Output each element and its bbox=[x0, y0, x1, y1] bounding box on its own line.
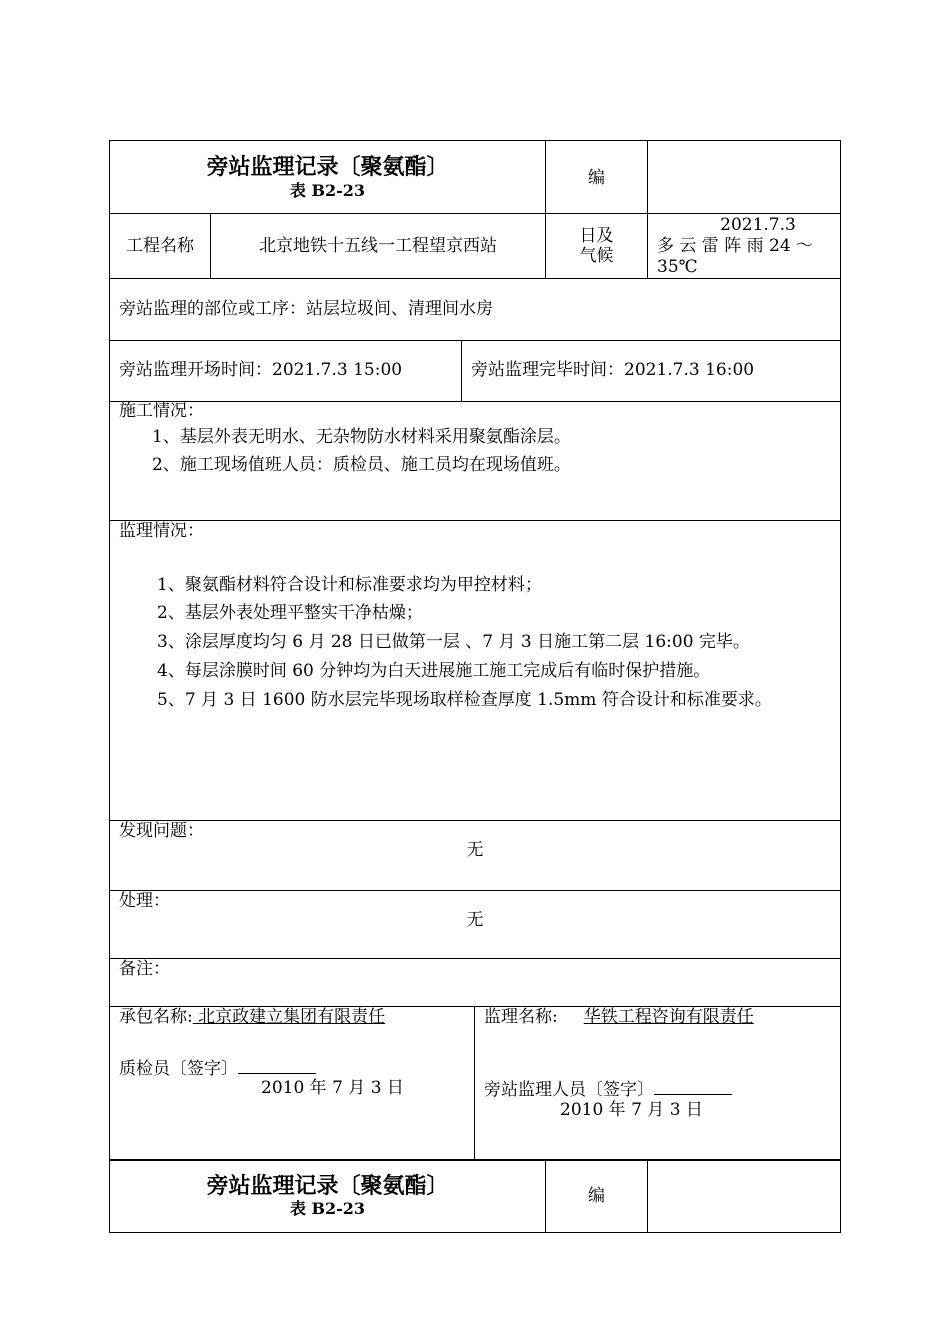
project-name-label: 工程名称 bbox=[126, 236, 194, 256]
date-weather-label-2: 气候 bbox=[579, 246, 614, 266]
project-name-value: 北京地铁十五线一工程望京西站 bbox=[259, 236, 497, 256]
row-divider bbox=[109, 958, 841, 959]
supervisor-value: 华铁工程咨询有限责任 bbox=[583, 1007, 754, 1027]
end-time: 旁站监理完毕时间：2021.7.3 16:00 bbox=[471, 360, 755, 380]
signature-blank[interactable] bbox=[654, 1078, 732, 1095]
supervision-item: 2、基层外表处理平整实干净枯燥； bbox=[157, 603, 423, 623]
supervisor-person-label: 旁站监理人员〔签字〕 bbox=[484, 1080, 654, 1100]
row-divider bbox=[109, 401, 841, 402]
date-value: 2021.7.3 bbox=[720, 215, 796, 235]
supervision-item: 3、涂层厚度均匀 6 月 28 日已做第一层 、7 月 3 日施工第二层 16:00 完毕。 bbox=[157, 632, 750, 652]
construction-item: 2、施工现场值班人员：质检员、施工员均在现场值班。 bbox=[152, 455, 571, 475]
footer-form-number: 表 B2-23 bbox=[289, 1199, 366, 1218]
supervised-part: 旁站监理的部位或工序：站层垃圾间、清理间水房 bbox=[119, 299, 493, 319]
supervision-item: 1、聚氨酯材料符合设计和标准要求均为甲控材料； bbox=[157, 575, 542, 595]
row-divider bbox=[109, 1159, 841, 1161]
supervisor-name bbox=[484, 1006, 754, 1028]
signature-blank[interactable] bbox=[238, 1057, 316, 1074]
date-weather-label-1: 日及 bbox=[579, 226, 614, 246]
col-divider bbox=[647, 140, 648, 278]
col-divider bbox=[474, 1006, 475, 1159]
weather-line-1: 多 云 雷 阵 雨 24 ～ bbox=[657, 236, 814, 256]
start-time: 旁站监理开场时间：2021.7.3 15:00 bbox=[119, 360, 403, 380]
handling-value: 无 bbox=[466, 910, 484, 930]
row-divider bbox=[109, 890, 841, 891]
form-number: 表 B2-23 bbox=[289, 181, 366, 200]
supervision-item: 4、每层涂膜时间 60 分钟均为白天进展施工施工完成后有临时保护措施。 bbox=[157, 661, 711, 681]
issues-label: 发现问题： bbox=[119, 821, 204, 841]
col-divider bbox=[647, 1159, 648, 1233]
row-divider bbox=[109, 820, 841, 821]
contractor-label: 承包名称: bbox=[119, 1007, 193, 1027]
footer-code-label: 编 bbox=[588, 1186, 605, 1206]
construction-label: 施工情况： bbox=[119, 401, 204, 421]
remarks-label: 备注： bbox=[119, 959, 170, 979]
supervisor-signature bbox=[484, 1078, 732, 1101]
row-divider bbox=[109, 213, 841, 214]
supervisor-label: 监理名称: bbox=[484, 1007, 558, 1027]
footer-title: 旁站监理记录〔聚氨酯〕 bbox=[206, 1173, 449, 1199]
contractor-name bbox=[119, 1006, 385, 1028]
contractor-date: 2010 年 7 月 3 日 bbox=[261, 1078, 404, 1098]
supervision-item: 5、7 月 3 日 1600 防水层完毕现场取样检查厚度 1.5mm 符合设计和标准要求。 bbox=[157, 690, 772, 710]
code-label: 编 bbox=[588, 168, 605, 188]
col-divider bbox=[461, 340, 462, 401]
contractor-value: 北京政建立集团有限责任 bbox=[192, 1007, 386, 1027]
row-divider bbox=[109, 520, 841, 521]
issues-value: 无 bbox=[466, 840, 484, 860]
weather-line-2: 35℃ bbox=[657, 257, 698, 277]
row-divider bbox=[109, 278, 841, 279]
handling-label: 处理： bbox=[119, 891, 170, 911]
inspector-label: 质检员〔签字〕 bbox=[119, 1059, 238, 1079]
form-title: 旁站监理记录〔聚氨酯〕 bbox=[206, 154, 449, 180]
supervision-label: 监理情况： bbox=[119, 521, 204, 541]
row-divider bbox=[109, 340, 841, 341]
construction-item: 1、基层外表无明水、无杂物防水材料采用聚氨酯涂层。 bbox=[152, 427, 571, 447]
supervisor-date: 2010 年 7 月 3 日 bbox=[560, 1100, 703, 1120]
